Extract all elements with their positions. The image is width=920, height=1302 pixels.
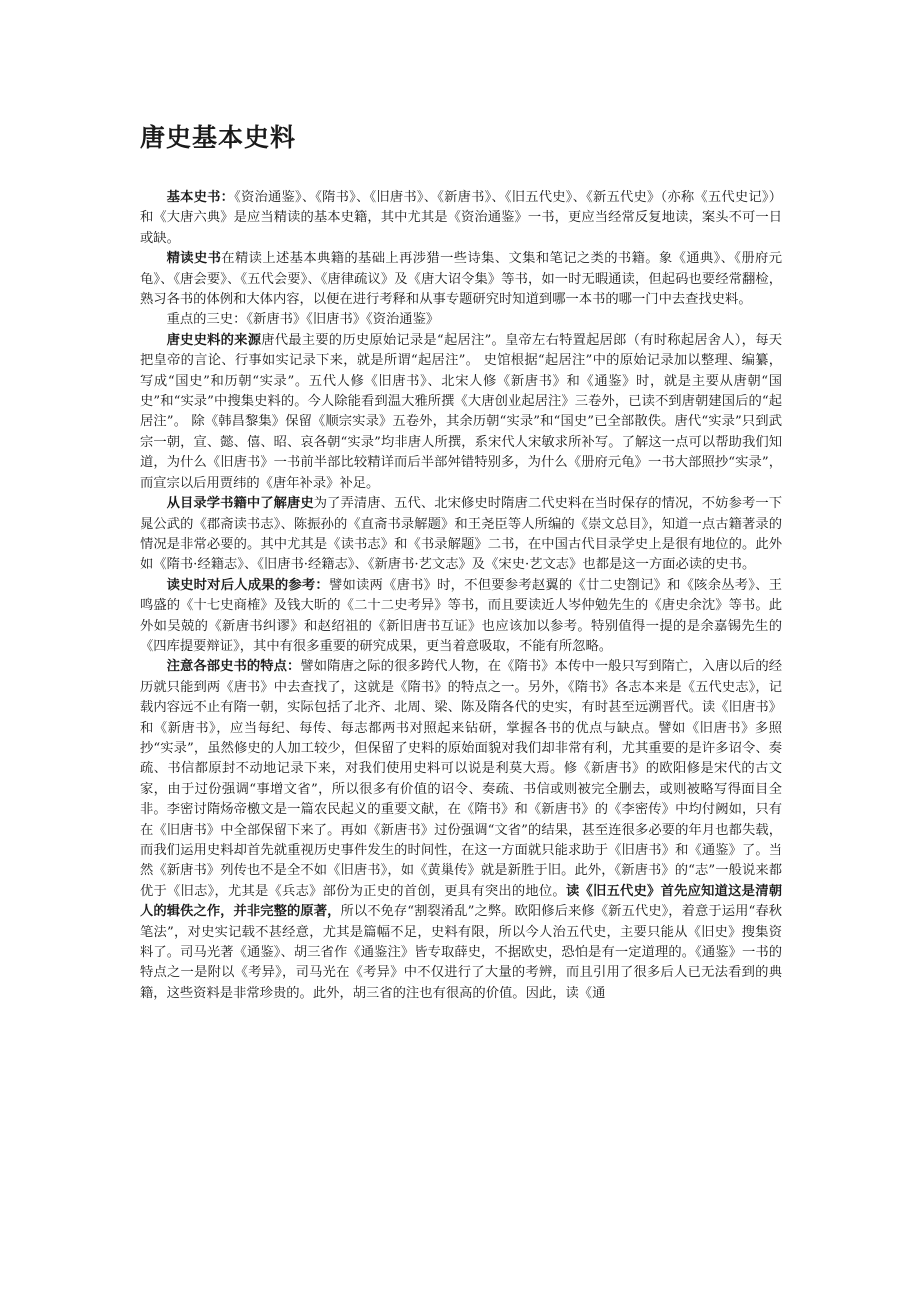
paragraph-lead: 唐史史料的来源 <box>166 332 262 348</box>
paragraph-bold-note: 读《旧五代史》首先应知道这是清朝人的辑佚之作，并非完整的原著， <box>140 883 783 920</box>
paragraph-lead: 基本史书： <box>166 190 235 205</box>
paragraph-text: 重点的三史：《新唐书》《旧唐书》《资治通鉴》 <box>166 312 440 328</box>
paragraph-intensive-reading <box>140 249 782 310</box>
paragraph-text: 譬如读两《唐书》时，不但要参考赵翼的《廿二史劄记》和《陔余丛考》、王鸣盛的《十七史商榷》及钱大昕的《二十二史考异》等书，而且要读近人岑仲勉先生的《唐史余沈》等书。此外如吴兢的《新唐书纠谬》和赵绍祖的《新旧唐书互证》也应该加以参考。特别值得一提的是余嘉锡先生的《四库提要辩证》，其中有很多重要的研究成果，更当着意吸取，不能有所忽略。 <box>140 577 783 654</box>
paragraph-three-histories <box>140 310 782 330</box>
document-page <box>140 118 782 1004</box>
paragraph-bibliography <box>140 494 782 576</box>
paragraph-later-scholarship <box>140 576 782 658</box>
paragraph-sources <box>140 331 782 494</box>
paragraph-text: 在精读上述基本典籍的基础上再涉猎一些诗集、文集和笔记之类的书籍。象《通典》、《册府元龟》、《唐会要》、《五代会要》、《唐律疏议》及《唐大诏令集》等书，如一时无暇通读，但起码也要经常翻检，熟习各书的体例和大体内容，以便在进行考释和从事专题研究时知道到哪一本书的哪一门中去查找史料。 <box>140 251 782 308</box>
document-title: 唐史基本史料 <box>140 123 297 152</box>
paragraph-text: 所以不免存“割裂淆乱”之弊。欧阳修后来修《新五代史》，着意于运用“春秋笔法”，对史实记载不甚经意，尤其是篇幅不足，史料有限，所以今人治五代史，主要只能从《旧史》搜集资料了。司马光著《通鉴》、胡三省作《通鉴注》皆专取薛史，不据欧史，恐怕是有一定道理的。《通鉴》一书的特点之一是附以《考异》，司马光在《考异》中不仅进行了大量的考辨，而且引用了很多后人已无法看到的典籍，这些资料是非常珍贵的。此外，胡三省的注也有很高的价值。因此，读《通 <box>140 904 782 1001</box>
paragraph-text: 唐代最主要的历史原始记录是“起居注”。皇帝左右特置起居郎（有时称起居舍人），每天把皇帝的言论、行事如实记录下来，就是所谓“起居注”。 史馆根据“起居注”中的原始记录加以整理、编纂，写成“国史”和历朝“实录”。五代人修《旧唐书》、北宋人修《新唐书》和《通鉴》时，就是主要从唐朝“国史”和“实录”中搜集史料的。今人除能看到温大雅所撰《大唐创业起居注》三卷外，已读不到唐朝建国后的“起居注”。 除《韩昌黎集》保留《顺宗实录》五卷外，其余历朝“实录”和“国史”已全部散佚。唐代“实录”只到武宗一朝，宣、懿、僖、昭、哀各朝“实录”均非唐人所撰，系宋代人宋敏求所补写。了解这一点可以帮助我们知道，为什么《旧唐书》一书前半部比较精详而后半部舛错特别多，为什么《册府元龟》一书大部照抄“实录”，而宣宗以后用贾纬的《唐年补录》补足。 <box>140 332 783 491</box>
paragraph-text: 为了弄清唐、五代、北宋修史时隋唐二代史料在当时保存的情况，不妨参考一下晁公武的《郡斋读书志》、陈振孙的《直斋书录解题》和王尧臣等人所编的《崇文总目》，知道一点古籍著录的情况是非常必要的。其中尤其是《读书志》和《书录解题》二书，在中国古代目录学史上是很有地位的。此外如《隋书·经籍志》、《旧唐书·经籍志》、《新唐书·艺文志》及《宋史·艺文志》也都是这一方面必读的史书。 <box>140 496 783 573</box>
paragraph-lead: 精读史书 <box>166 251 222 267</box>
paragraph-features <box>140 657 782 1004</box>
paragraph-lead: 注意各部史书的特点： <box>166 659 301 675</box>
paragraph-basic-histories <box>140 188 782 249</box>
paragraph-text: 譬如隋唐之际的很多跨代人物，在《隋书》本传中一般只写到隋亡，入唐以后的经历就只能到两《唐书》中去查找了，这就是《隋书》的特点之一。另外，《隋书》各志本来是《五代史志》，记载内容远不止有隋一朝，实际包括了北齐、北周、梁、陈及隋各代的史实，有时甚至远溯晋代。读《旧唐书》和《新唐书》，应当每纪、每传、每志都两书对照起来钻研，掌握各书的优点与缺点。譬如《旧唐书》多照抄“实录”，虽然修史的人加工较少，但保留了史料的原始面貌对我们却非常有利，尤其重要的是许多诏令、奏疏、书信都原封不动地记录下来，对我们使用史料可以说是利莫大焉。修《新唐书》的欧阳修是宋代的古文家，由于过份强调“事增文省”，所以很多有价值的诏令、奏疏、书信或则被完全删去，或则被略写得面目全非。李密讨隋炀帝檄文是一篇农民起义的重要文献，在《隋书》和《新唐书》的《李密传》中均付阙如，只有在《旧唐书》中全部保留下来了。再如《新唐书》过份强调“文省”的结果，甚至连很多必要的年月也都失载，而我们运用史料却首先就重视历史事件发生的时间性，在这一方面就只能求助于《旧唐书》和《通鉴》了。当然《新唐书》列传也不是全不如《旧唐书》，如《黄巢传》就是新胜于旧。此外，《新唐书》的“志”一般说来都优于《旧志》，尤其是《兵志》部份为正史的首创，更具有突出的地位。 <box>140 659 783 899</box>
paragraph-text: 《资治通鉴》、《隋书》、《旧唐书》、《新唐书》、《旧五代史》、《新五代史》（亦称《五代史记》）和《大唐六典》是应当精读的基本史籍，其中尤其是《资治通鉴》一书，更应当经常反复地读，案头不可一日或缺。 <box>140 190 782 246</box>
paragraph-lead: 从目录学书籍中了解唐史 <box>166 496 314 512</box>
paragraph-lead: 读史时对后人成果的参考： <box>166 577 329 593</box>
